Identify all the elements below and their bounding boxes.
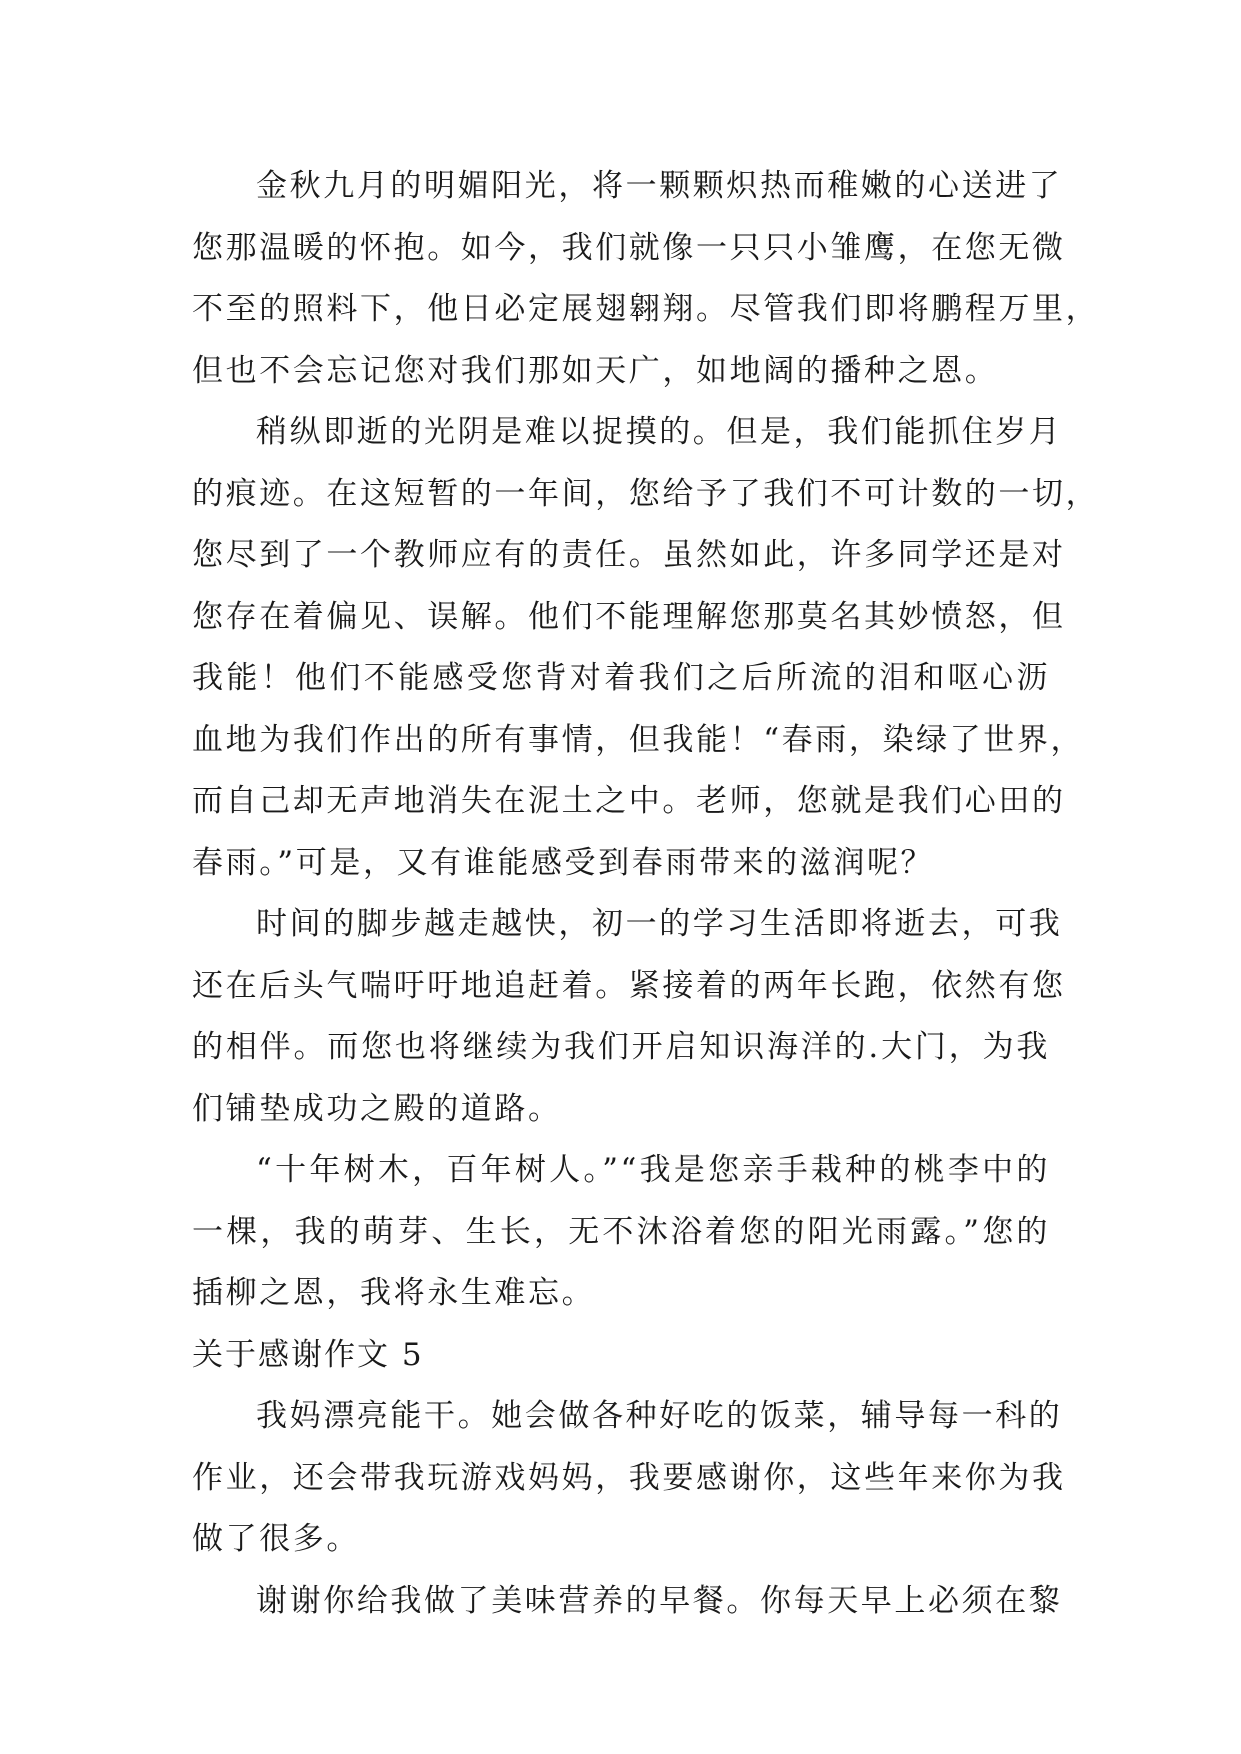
- paragraph-line: 但也不会忘记您对我们那如天广，如地阔的播种之恩。: [192, 352, 999, 389]
- paragraph-line: “十年树木，百年树人。”“我是您亲手栽种的桃李中的: [256, 1152, 1050, 1188]
- paragraph-line: 作业，还会带我玩游戏妈妈，我要感谢你，这些年来你为我: [192, 1459, 1066, 1496]
- paragraph-line: 我妈漂亮能干。她会做各种好吃的饭菜，辅导每一科的: [256, 1398, 1063, 1434]
- paragraph-line: 金秋九月的明媚阳光，将一颗颗炽热而稚嫩的心送进了: [256, 168, 1063, 204]
- paragraph-line: 您尽到了一个教师应有的责任。虽然如此，许多同学还是对: [192, 537, 1066, 573]
- paragraph-line: 春雨。”可是，又有谁能感受到春雨带来的滋润呢？: [192, 844, 935, 881]
- paragraph-line: 插柳之恩，我将永生难忘。: [192, 1275, 596, 1311]
- document-body: [192, 156, 1100, 1632]
- paragraph-line: 的痕迹。在这短暂的一年间，您给予了我们不可计数的一切，: [192, 475, 1100, 512]
- paragraph-line: 还在后头气喘吁吁地追赶着。紧接着的两年长跑，依然有您: [192, 967, 1066, 1004]
- paragraph-line: 您那温暖的怀抱。如今，我们就像一只只小雏鹰，在您无微: [192, 229, 1066, 266]
- paragraph-line: 不至的照料下，他日必定展翅翱翔。尽管我们即将鹏程万里，: [192, 291, 1100, 327]
- paragraph-line: 时间的脚步越走越快，初一的学习生活即将逝去，可我: [256, 906, 1063, 942]
- paragraph-line: 做了很多。: [192, 1521, 360, 1557]
- paragraph-line: 谢谢你给我做了美味营养的早餐。你每天早上必须在黎: [256, 1582, 1063, 1619]
- section-heading: 关于感谢作文 5: [192, 1336, 424, 1373]
- paragraph-line: 我能！他们不能感受您背对着我们之后所流的泪和呕心沥: [192, 660, 1050, 696]
- paragraph-line: 一棵，我的萌芽、生长，无不沐浴着您的阳光雨露。”您的: [192, 1213, 1050, 1250]
- paragraph-line: 稍纵即逝的光阴是难以捉摸的。但是，我们能抓住岁月: [256, 414, 1063, 450]
- paragraph-line: 们铺垫成功之殿的道路。: [192, 1090, 562, 1127]
- paragraph-line: 而自己却无声地消失在泥土之中。老师，您就是我们心田的: [192, 783, 1066, 819]
- paragraph-line: 的相伴。而您也将继续为我们开启知识海洋的.大门，为我: [192, 1029, 1050, 1065]
- paragraph-line: 血地为我们作出的所有事情，但我能！“春雨，染绿了世界，: [192, 721, 1085, 758]
- paragraph-line: 您存在着偏见、误解。他们不能理解您那莫名其妙愤怒，但: [192, 598, 1066, 635]
